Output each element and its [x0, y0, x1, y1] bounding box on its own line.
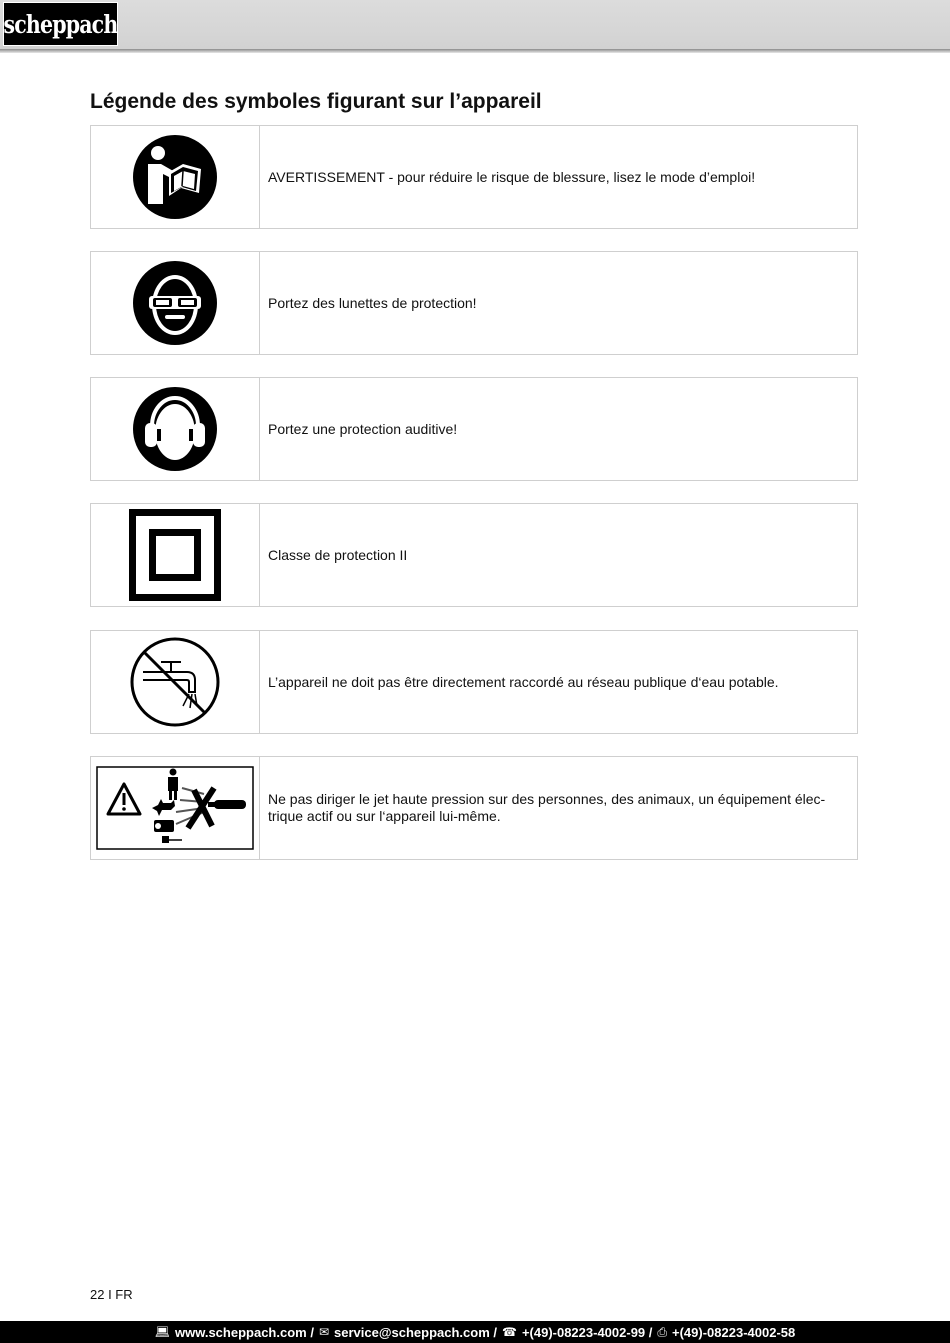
mail-icon: ✉ [318, 1325, 329, 1339]
symbol-row-water-connection [90, 630, 858, 734]
footer-phone: +(49)-08223-4002-99 / [521, 1324, 653, 1340]
header-shadow [0, 49, 950, 53]
symbol-icon-cell [91, 757, 260, 859]
footer-website-link[interactable]: www.scheppach.com / [174, 1324, 314, 1340]
symbol-icon-cell [91, 504, 260, 606]
symbol-description: Ne pas diriger le jet haute pression sur des personnes, des animaux, un équipement élec-trique actif ou sur l‘appareil lui-même. [268, 791, 826, 824]
symbol-description: Classe de protection II [268, 546, 408, 563]
symbol-icon-cell [91, 631, 260, 733]
page-number: 22 I FR [90, 1287, 133, 1302]
safety-goggles-icon [132, 260, 218, 346]
read-manual-icon [132, 134, 218, 220]
ear-protection-icon [132, 386, 218, 472]
logo-text: scheppach [3, 9, 118, 39]
computer-icon: 💻︎ [154, 1325, 170, 1339]
page-title: Légende des symboles figurant sur l’appareil [90, 90, 542, 113]
fax-icon: ⎙ [657, 1324, 667, 1339]
footer-contact-bar [0, 1321, 950, 1343]
symbol-description: Portez des lunettes de protection! [268, 294, 477, 311]
symbol-row-goggles [90, 251, 858, 355]
no-spraying-people-animals-icon [96, 766, 254, 850]
symbol-description: AVERTISSEMENT - pour réduire le risque de blessure, lisez le mode d’emploi! [268, 168, 756, 185]
symbol-description: Portez une protection auditive! [268, 420, 458, 437]
symbol-row-protection-class [90, 503, 858, 607]
scheppach-logo [3, 2, 118, 46]
symbol-row-no-spraying [90, 756, 858, 860]
symbol-row-ear-protection [90, 377, 858, 481]
footer-fax: +(49)-08223-4002-58 [672, 1324, 796, 1340]
symbol-description: L’appareil ne doit pas être directement raccordé au réseau publique d‘eau potable. [268, 673, 779, 690]
symbol-icon-cell [91, 378, 260, 480]
no-drinking-water-connection-icon [129, 636, 221, 728]
protection-class-ii-icon [129, 509, 221, 601]
footer-email-link[interactable]: service@scheppach.com / [334, 1324, 497, 1340]
symbol-icon-cell [91, 126, 260, 228]
symbol-row-read-manual [90, 125, 858, 229]
header-bar [0, 0, 950, 49]
phone-icon: ☎ [501, 1325, 517, 1339]
symbol-icon-cell [91, 252, 260, 354]
